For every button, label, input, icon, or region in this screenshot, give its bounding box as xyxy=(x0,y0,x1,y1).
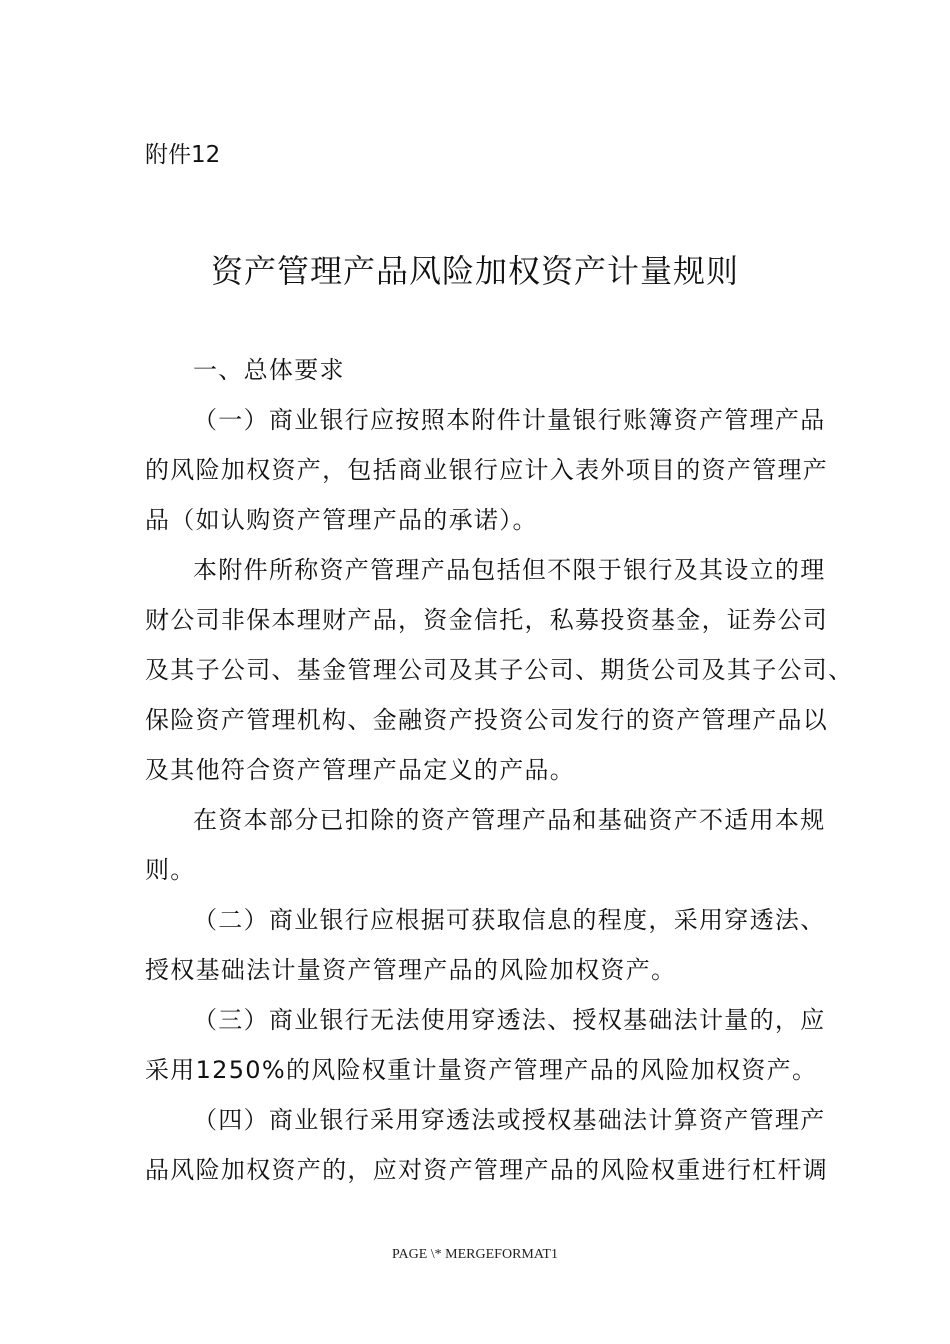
paragraph xyxy=(145,1095,829,1195)
paragraph-line: （一）商业银行应按照本附件计量银行账簿资产管理产品 xyxy=(193,406,826,434)
paragraph xyxy=(145,995,825,1095)
paragraph-line: （二）商业银行应根据可获取信息的程度，采用穿透法、 xyxy=(193,906,826,934)
paragraph-line: 品风险加权资产的，应对资产管理产品的风险权重进行杠杆调 xyxy=(145,1156,829,1184)
paragraph-line: 保险资产管理机构、金融资产投资公司发行的资产管理产品以 xyxy=(145,706,829,734)
paragraph-line: 授权基础法计量资产管理产品的风险加权资产。 xyxy=(145,956,677,984)
paragraph-line: （四）商业银行采用穿透法或授权基础法计算资产管理产 xyxy=(193,1106,826,1134)
paragraph-line: 的风险加权资产，包括商业银行应计入表外项目的资产管理产 xyxy=(145,456,829,484)
paragraph-line: 采用1250%的风险权重计量资产管理产品的风险加权资产。 xyxy=(145,1056,818,1084)
paragraph-line: 则。 xyxy=(145,856,196,884)
paragraph-line: 财公司非保本理财产品，资金信托，私募投资基金，证券公司 xyxy=(145,606,829,634)
paragraph xyxy=(145,545,854,795)
page-footer: PAGE \* MERGEFORMAT1 xyxy=(392,1247,558,1262)
paragraph-line: 品（如认购资产管理产品的承诺）。 xyxy=(145,506,538,534)
paragraph xyxy=(145,795,825,895)
paragraph-line: （三）商业银行无法使用穿透法、授权基础法计量的，应 xyxy=(193,1006,826,1034)
attachment-label: 附件12 xyxy=(145,142,221,168)
paragraph xyxy=(145,395,829,545)
document-body xyxy=(145,345,854,1195)
paragraph-line: 在资本部分已扣除的资产管理产品和基础资产不适用本规 xyxy=(193,806,826,834)
paragraph-line: 本附件所称资产管理产品包括但不限于银行及其设立的理 xyxy=(193,556,826,584)
section-heading: 一、总体要求 xyxy=(193,356,345,384)
paragraph-line: 及其子公司、基金管理公司及其子公司、期货公司及其子公司、 xyxy=(145,656,854,684)
document-title: 资产管理产品风险加权资产计量规则 xyxy=(210,252,739,290)
paragraph xyxy=(145,895,825,995)
paragraph-line: 及其他符合资产管理产品定义的产品。 xyxy=(145,756,576,784)
